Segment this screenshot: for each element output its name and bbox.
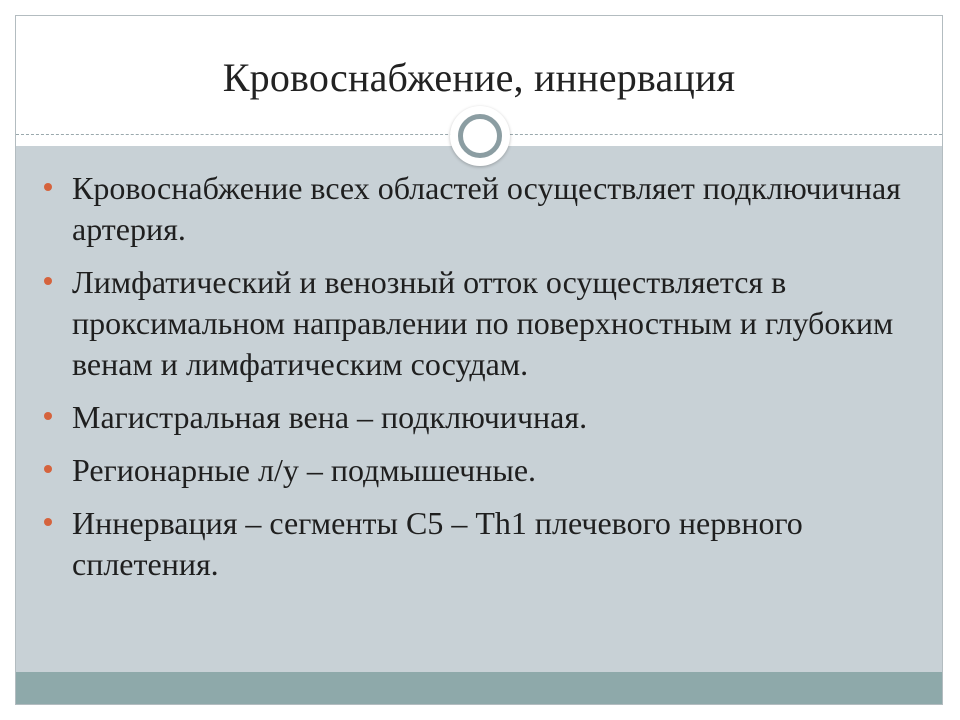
bullet-item <box>42 397 902 438</box>
bullet-dot-icon <box>44 183 52 191</box>
circle-ring-inner <box>458 114 502 158</box>
bullet-dot-icon <box>44 277 52 285</box>
bullet-dot-icon <box>44 518 52 526</box>
bullet-list <box>42 168 902 597</box>
bullet-dot-icon <box>44 412 52 420</box>
bullet-text: Регионарные л/у – подмышечные. <box>72 452 537 488</box>
bullet-dot-icon <box>44 465 52 473</box>
bullet-item <box>42 450 902 491</box>
bullet-text: Магистральная вена – подключичная. <box>72 399 588 435</box>
bullet-item <box>42 168 902 250</box>
footer-bar <box>16 672 942 704</box>
bullet-text: Иннервация – сегменты С5 – Th1 плечевого нервного сплетения. <box>72 505 803 582</box>
bullet-item <box>42 503 902 585</box>
bullet-text: Лимфатический и венозный отток осуществляется в проксимальном направлении по поверхностным и глубоким венам и лимфатическим сосудам. <box>72 264 894 382</box>
slide-title: Кровоснабжение, иннервация <box>222 55 736 100</box>
bullet-item <box>42 262 902 385</box>
circle-ring-icon <box>450 106 510 166</box>
bullet-text: Кровоснабжение всех областей осуществляет подключичная артерия. <box>72 170 901 247</box>
